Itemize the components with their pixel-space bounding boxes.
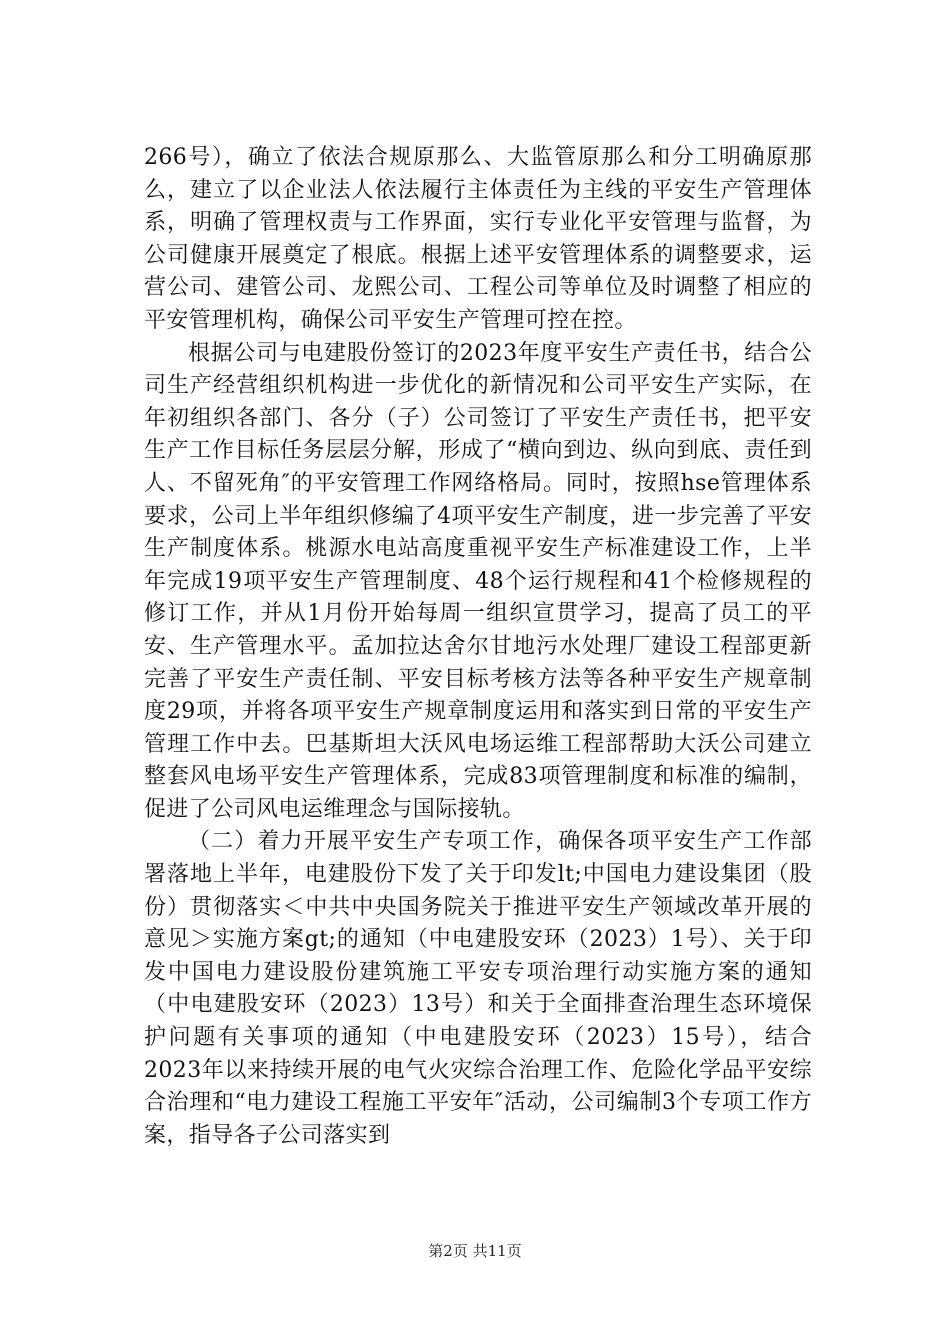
document-body (144, 142, 812, 1152)
paragraph-3: （二）着力开展平安生产专项工作，确保各项平安生产工作部署落地上半年，电建股份下发了关于印发lt;中国电力建设集团（股份）贯彻落实＜中共中央国务院关于推进平安生产领域改革开展的意见＞实施方案gt;的通知（中电建股安环（2023）1号）、关于印发中国电力建设股份建筑施工平安专项治理行动实施方案的通知（中电建股安环（2023）13号）和关于全面排查治理生态环境保护问题有关事项的通知（中电建股安环（2023）15号），结合2023年以来持续开展的电气火灾综合治理工作、危险化学品平安综合治理和“电力建设工程施工平安年″活动，公司编制3个专项工作方案，指导各子公司落实到 (144, 829, 812, 1148)
paragraph-2: 根据公司与电建股份签订的2023年度平安生产责任书，结合公司生产经营组织机构进一步优化的新情况和公司平安生产实际，在年初组织各部门、各分（子）公司签订了平安生产责任书，把平安生产工作目标任务层层分解，形成了“横向到边、纵向到底、责任到人、不留死角″的平安管理工作网络格局。同时，按照hse管理体系要求，公司上半年组织修编了4项平安生产制度，进一步完善了平安生产制度体系。桃源水电站高度重视平安生产标准建设工作，上半年完成19项平安生产管理制度、48个运行规程和41个检修规程的修订工作，并从1月份开始每周一组织宣贯学习，提高了员工的平安、生产管理水平。孟加拉达舍尔甘地污水处理厂建设工程部更新完善了平安生产责任制、平安目标考核方法等各种平安生产规章制度29项，并将各项平安生产规章制度运用和落实到日常的平安生产管理工作中去。巴基斯坦大沃风电场运维工程部帮助大沃公司建立整套风电场平安生产管理体系，完成83项管理制度和标准的编制，促进了公司风电运维理念与国际接轨。 (144, 340, 812, 822)
paragraph-1: 266号），确立了依法合规原那么、大监管原那么和分工明确原那么，建立了以企业法人依法履行主体责任为主线的平安生产管理体系，明确了管理权责与工作界面，实行专业化平安管理与监督，为公司健康开展奠定了根底。根据上述平安管理体系的调整要求，运营公司、建管公司、龙熙公司、工程公司等单位及时调整了相应的平安管理机构，确保公司平安生产管理可控在控。 (144, 145, 812, 333)
page-number-footer: 第2页 共11页 (428, 1242, 522, 1260)
